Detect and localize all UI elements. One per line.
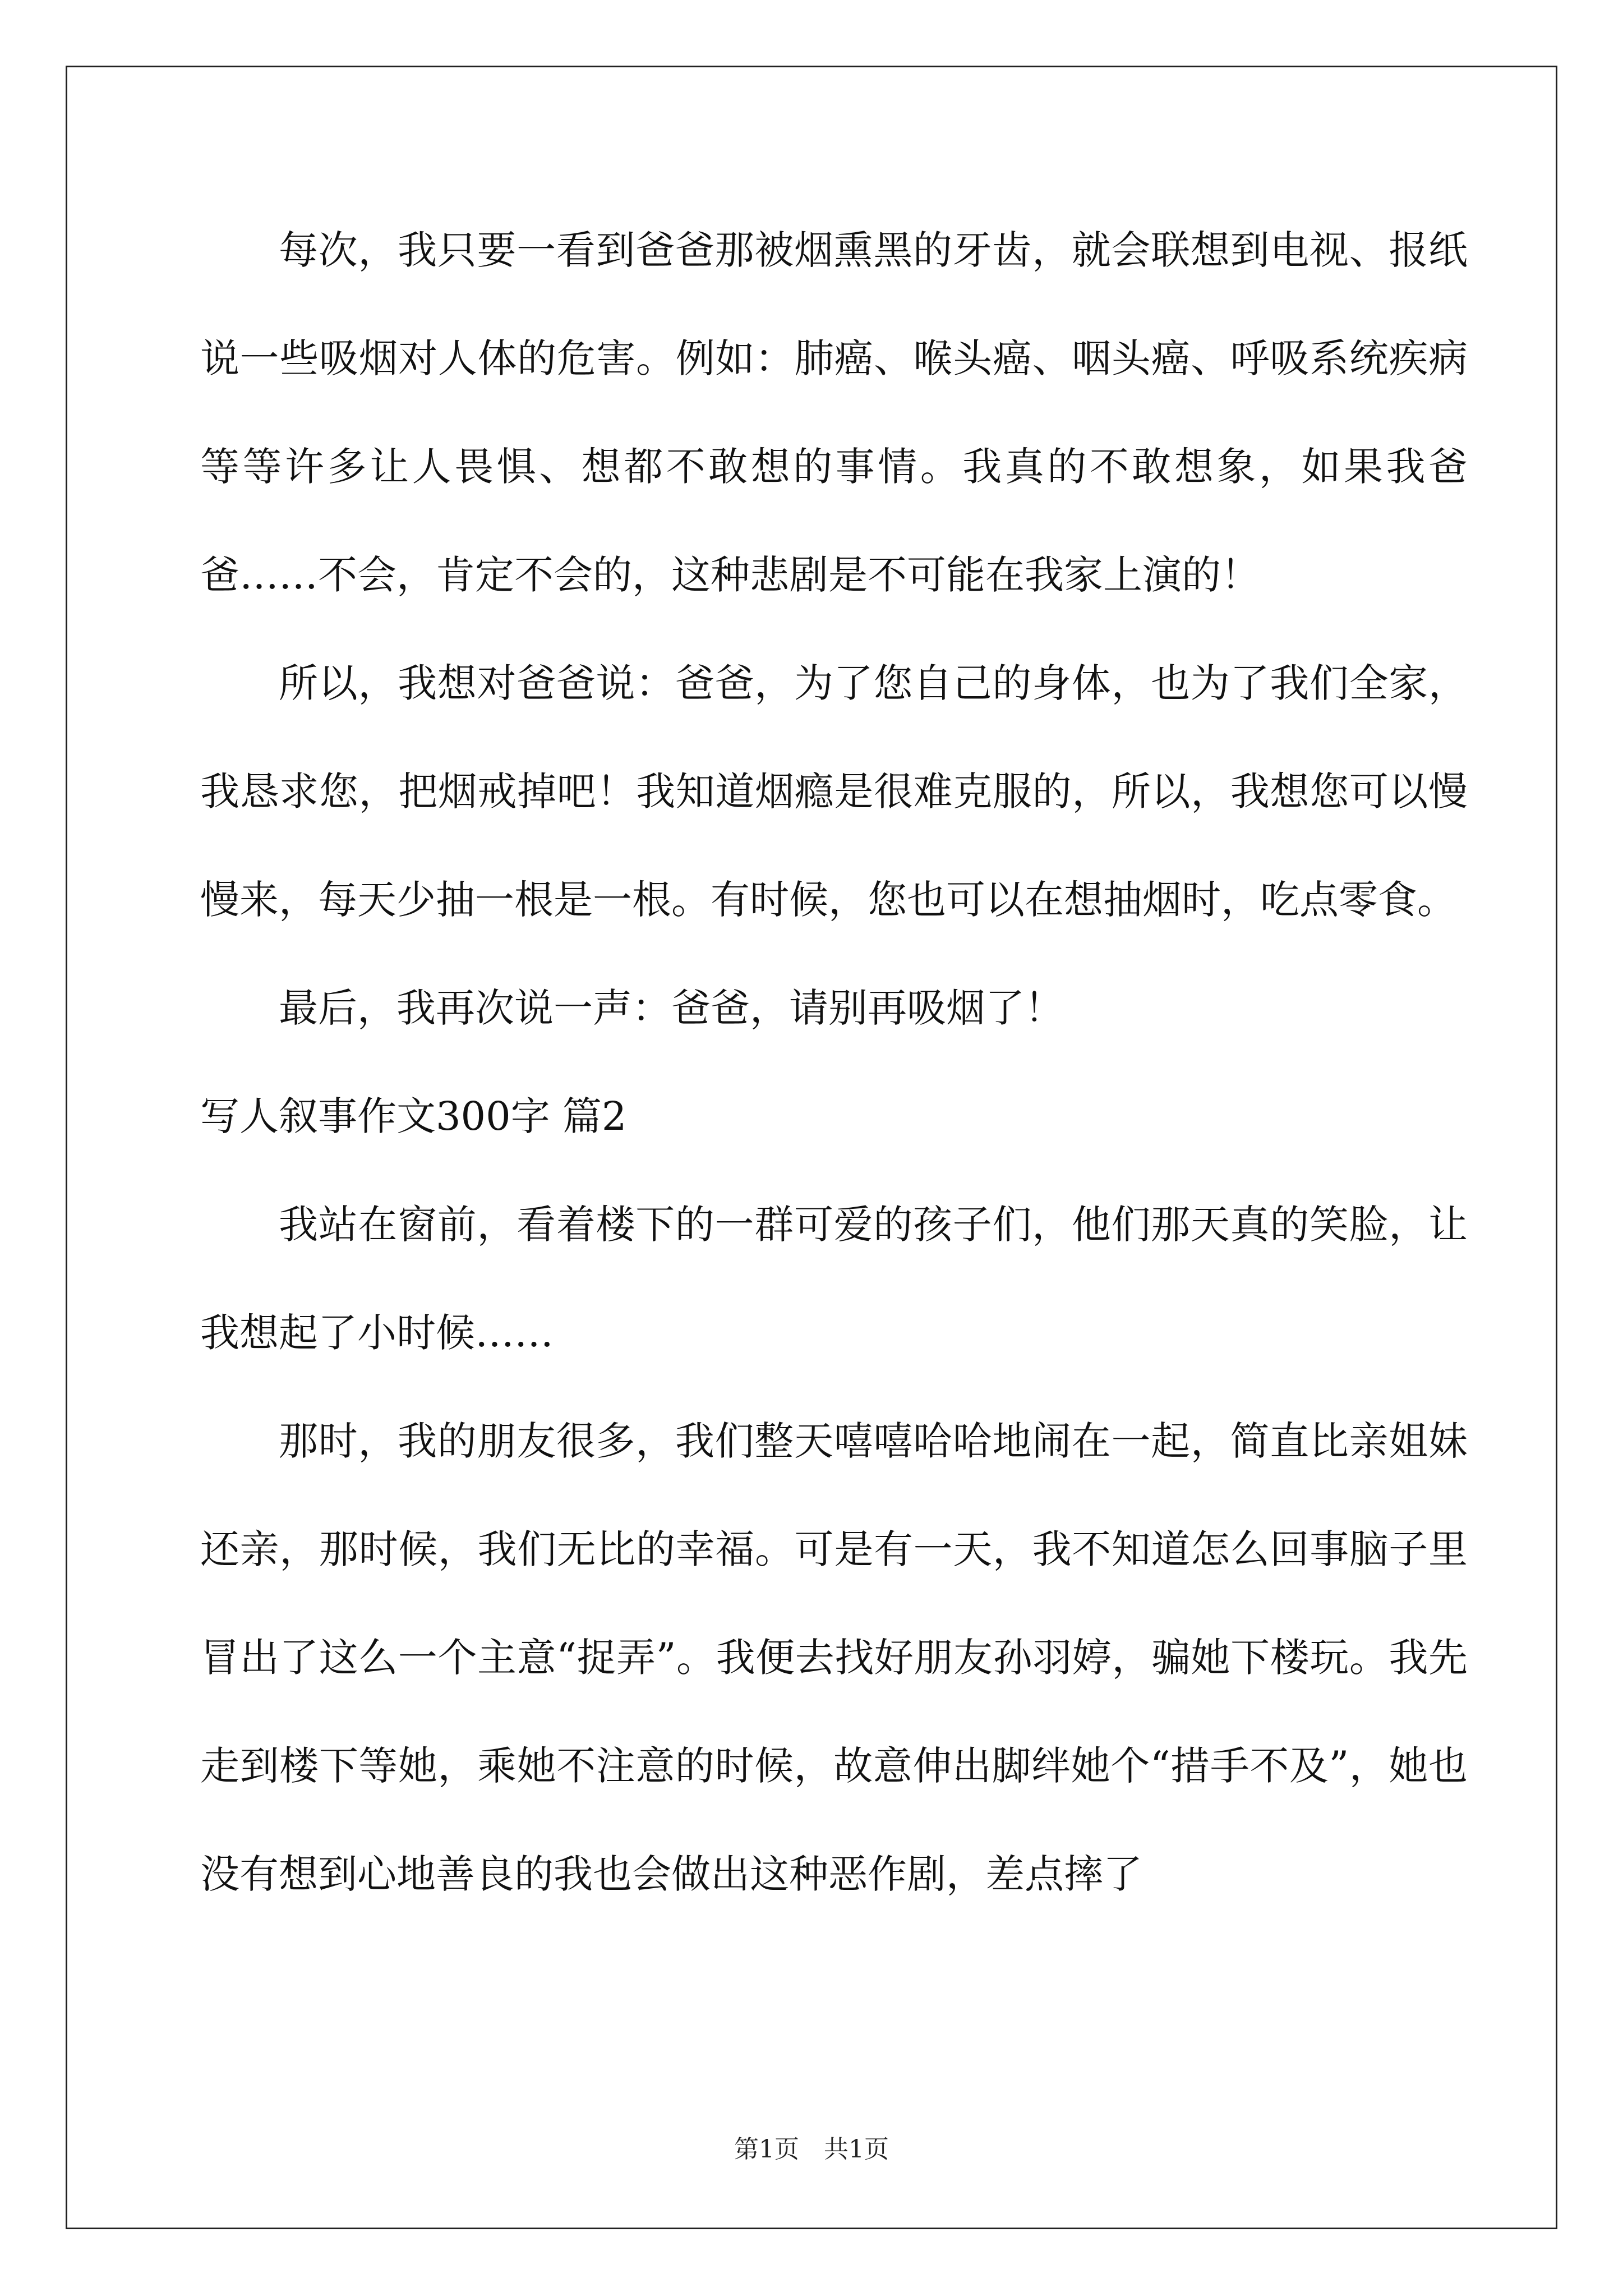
paragraph: 最后，我再次说一声：爸爸，请别再吸烟了！ [279, 985, 1064, 1031]
page-total: 共1页 [824, 2135, 889, 2164]
paragraph: 每次，我只要一看到爸爸那被烟熏黑的牙齿，就会联想到电视、报纸说一些吸烟对人体的危害。例如：肺癌、喉头癌、咽头癌、呼吸系统疾病等等许多让人畏惧、想都不敢想的事情。我真的不敢想象，如果我爸爸……不会，肯定不会的，这种悲剧是不可能在我家上演的！ [200, 227, 1468, 598]
document-body [200, 196, 1468, 1929]
paragraph: 我站在窗前，看着楼下的一群可爱的孩子们，他们那天真的笑脸，让我想起了小时候…… [200, 1202, 1468, 1356]
paragraph: 那时，我的朋友很多，我们整天嘻嘻哈哈地闹在一起，简直比亲姐妹还亲，那时候，我们无比的幸福。可是有一天，我不知道怎么回事脑子里冒出了这么一个主意“捉弄”。我便去找好朋友孙羽婷，骗她下楼玩。我先走到楼下等她，乘她不注意的时候，故意伸出脚绊她个“措手不及”，她也没有想到心地善良的我也会做出这种恶作剧，差点摔了 [200, 1418, 1468, 1897]
page-number: 第1页 [734, 2135, 799, 2164]
page-footer [0, 2129, 1623, 2165]
section-heading: 写人叙事作文300字 篇2 [200, 1093, 627, 1139]
paragraph: 所以，我想对爸爸说：爸爸，为了您自己的身体，也为了我们全家，我恳求您，把烟戒掉吧！我知道烟瘾是很难克服的，所以，我想您可以慢慢来，每天少抽一根是一根。有时候，您也可以在想抽烟时，吃点零食。 [200, 660, 1468, 923]
